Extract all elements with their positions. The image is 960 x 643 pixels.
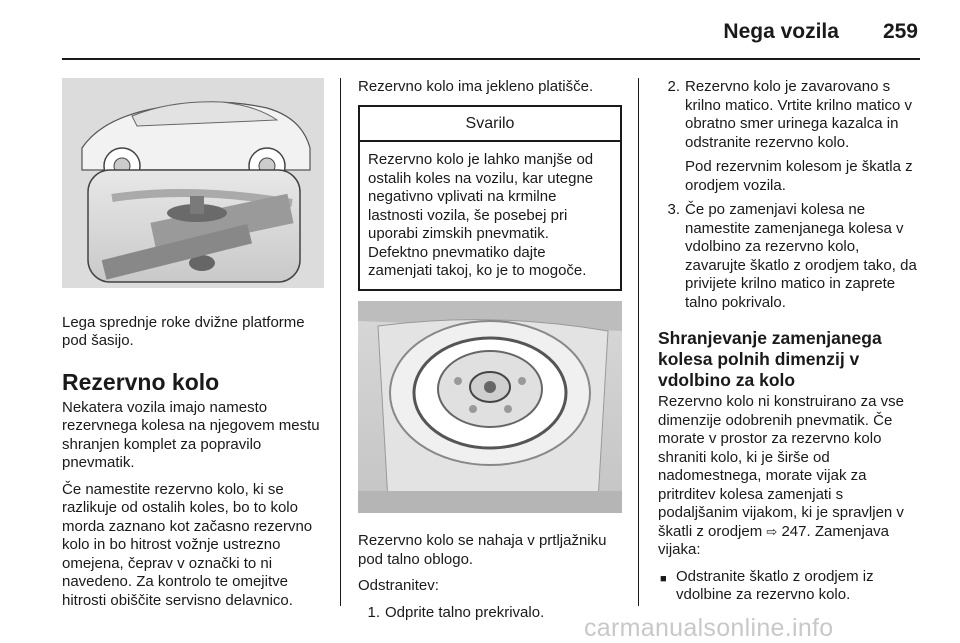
step-number: 1.: [367, 603, 380, 621]
list-item: [658, 568, 922, 605]
paragraph: Če namestite rezervno kolo, ki se razlikuje od ostalih koles, bo to kolo morda zaznano kot začasno rezervno kolo in bo hitrost vožnje ustrezno omejena, čeprav v označki to ni navedeno. Za kontrolo te omejitve hitrosti obiščite servisno delavnico.: [62, 480, 313, 609]
paragraph: [658, 393, 922, 560]
lift-arm-illustration: [62, 78, 324, 294]
step-number: 3.: [667, 201, 680, 218]
paragraph-text: Rezervno kolo ni konstruirano za vse dimenzije odobrenih pnevmatik. Če morate v prostor za rezervno kolo shraniti kolo, ki je širše od nadomestnega, morate vijak za pritrditev kolesa zamenjati s podaljšanim vijakom, ki je spravljen v škatli z orodjem: [658, 393, 904, 540]
figure-caption: Rezervno kolo se nahaja v prtljažniku pod talno oblogo.: [358, 532, 607, 568]
section-title: Nega vozila: [723, 20, 839, 43]
list-item: [658, 78, 922, 152]
list-item: [658, 201, 922, 312]
header-rule: [62, 58, 920, 60]
bullet-text: Odstranite škatlo z orodjem iz vdolbine za rezervno kolo.: [676, 567, 874, 603]
column-divider: [638, 78, 639, 606]
paragraph: Nekatera vozila imajo namesto rezervnega kolesa na njegovem mestu shranjen komplet za popravilo pnevmatik.: [62, 398, 320, 471]
column-2: [358, 78, 622, 626]
column-3: [658, 78, 922, 605]
page-header: [723, 20, 918, 44]
list-item: [358, 604, 622, 623]
step-text: Rezervno kolo je zavarovano s krilno matico. Vrtite krilno matico v obratno smer urinega kazalca in odstranite rezervno kolo.: [685, 78, 913, 151]
warning-text: Rezervno kolo je lahko manjše od ostalih koles na vozilu, kar utegne negativno vplivati na krmilne lastnosti vozila, še posebej pri uporabi zimskih pnevmatik. Defektno pnevmatiko dajte zamenjati takoj, ko je to mogoče.: [368, 151, 594, 279]
warning-title: Svarilo: [360, 107, 620, 143]
warning-box: [358, 105, 622, 291]
figure-caption: Lega sprednje roke dvižne platforme pod šasijo.: [62, 313, 305, 349]
step-text: Odprite talno prekrivalo.: [385, 603, 545, 621]
page-reference[interactable]: 247: [781, 522, 807, 540]
subsection-heading: Shranjevanje zamenjanega kolesa polnih dimenzij v vdolbino za kolo: [658, 328, 882, 390]
step-number: 2.: [667, 78, 680, 95]
page-ref-icon: ⇨: [766, 523, 778, 539]
step-text: Če po zamenjavi kolesa ne namestite zamenjanega kolesa v vdolbino za rezervno kolo, zavarujte škatlo z orodjem tako, da privijete krilno matico in zaprete talno pokrivalo.: [685, 201, 917, 311]
spare-wheel-illustration: [358, 301, 622, 519]
column-1: [62, 78, 324, 618]
paragraph-text: . Zamenjava vijaka:: [658, 522, 890, 558]
paragraph: Odstranitev:: [358, 577, 439, 594]
watermark: carmanualsonline.info: [584, 614, 834, 642]
bullet-square-icon: ■: [660, 572, 667, 585]
page-number: 259: [882, 20, 918, 43]
section-heading: Rezervno kolo: [62, 368, 220, 395]
paragraph: Rezervno kolo ima jekleno platišče.: [358, 78, 594, 95]
step-subtext: Pod rezervnim kolesom je škatla z orodjem vozila.: [685, 158, 913, 194]
column-divider: [340, 78, 341, 606]
